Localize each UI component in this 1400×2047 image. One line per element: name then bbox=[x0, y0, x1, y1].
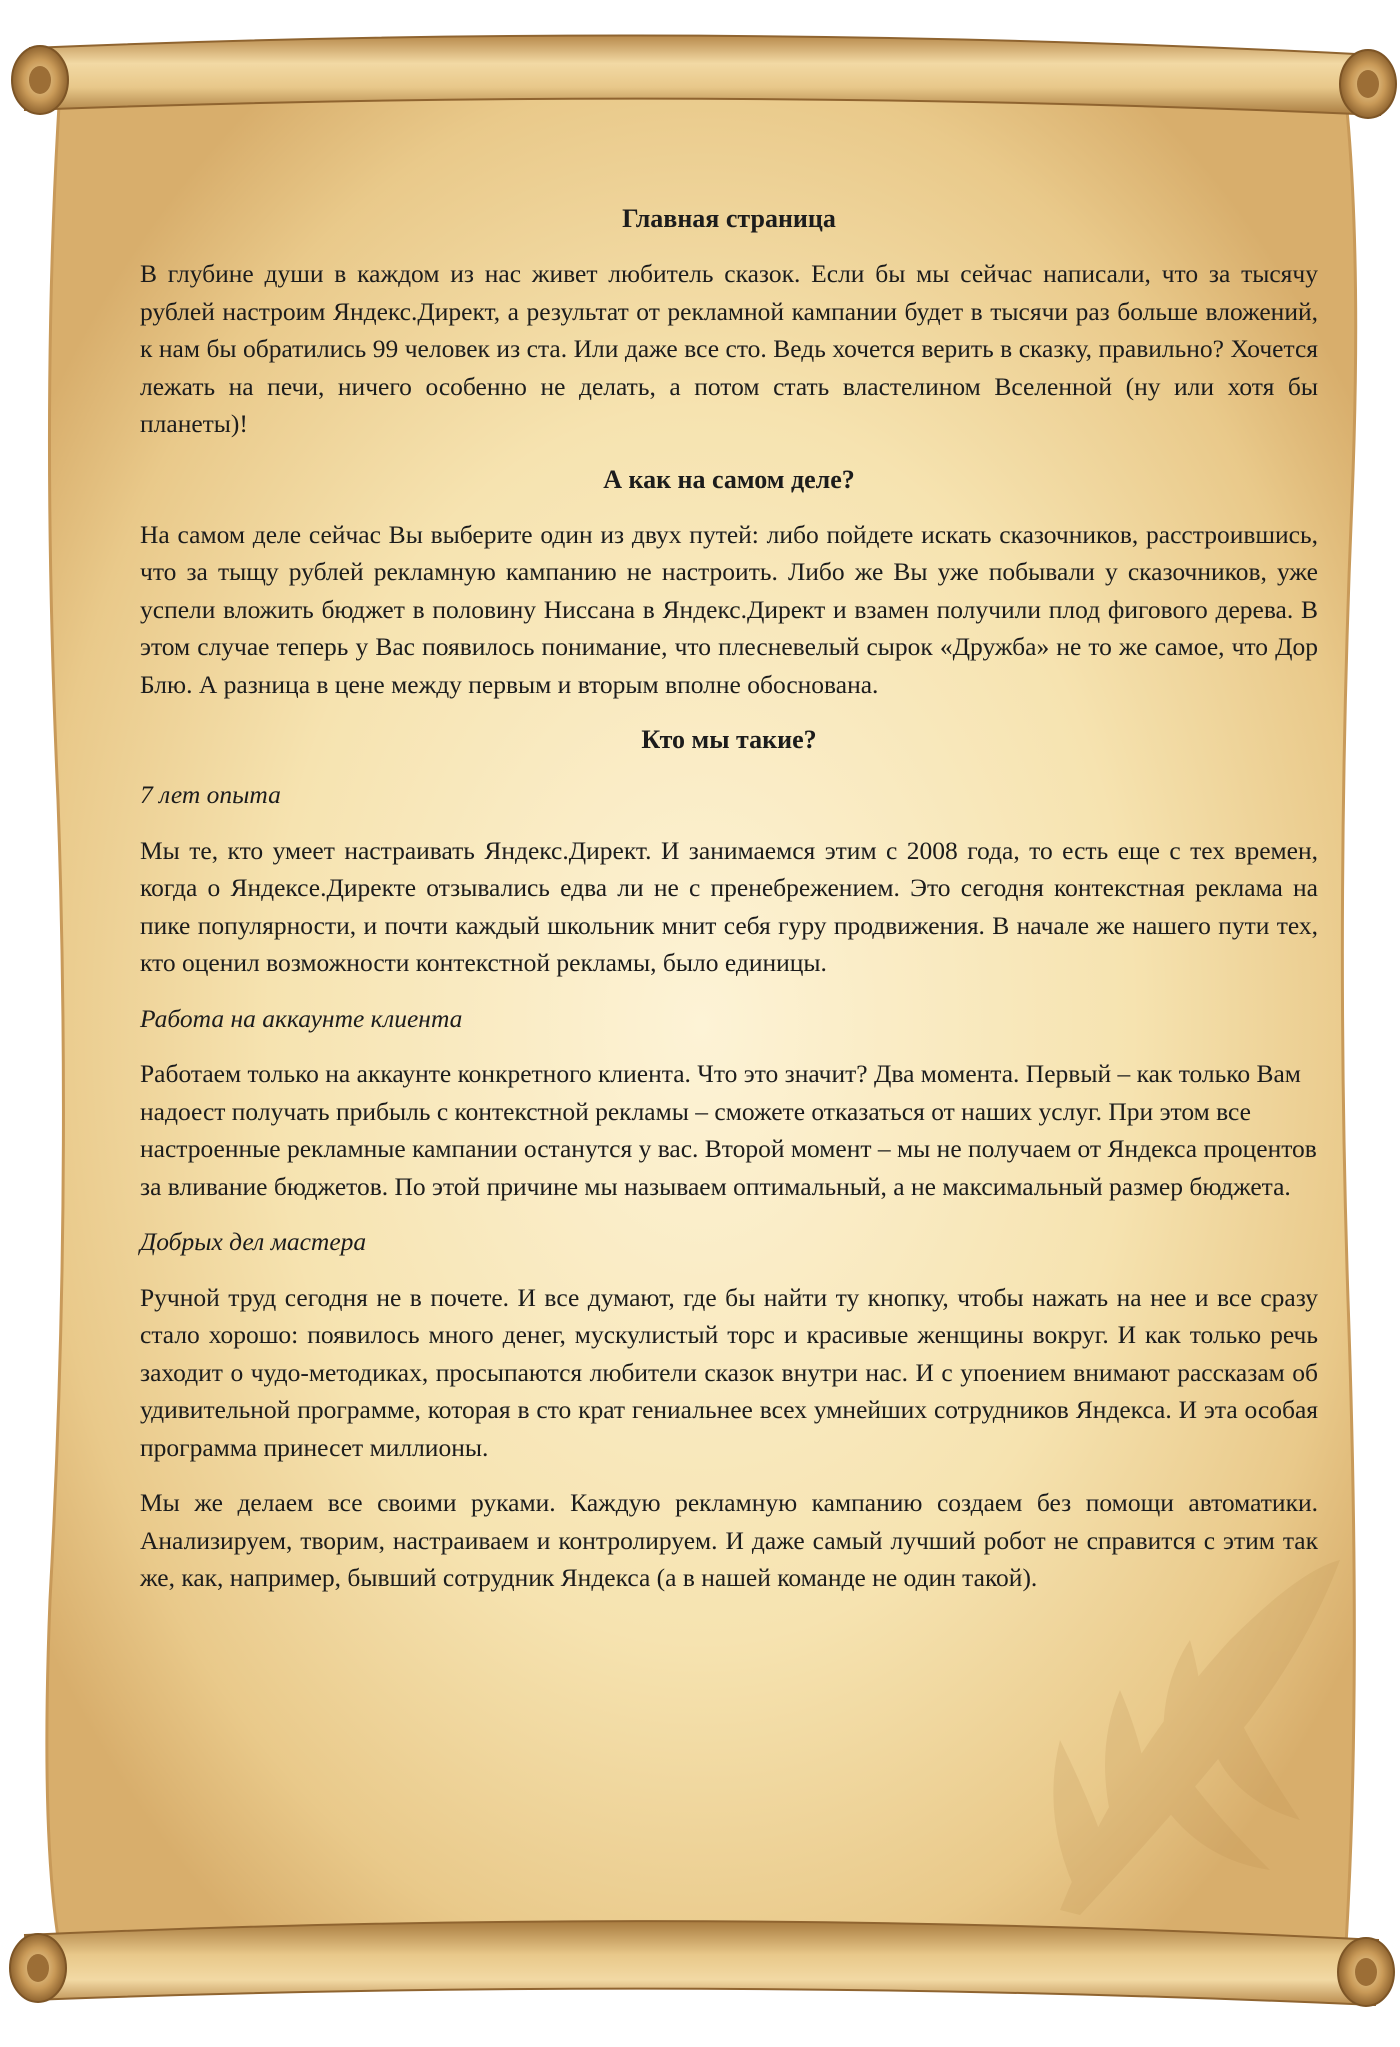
paragraph-masters-2: Мы же делаем все своими руками. Каждую рекламную кампанию создаем без помощи автоматики. Анализируем, творим, настраиваем и контролируем. И даже самый лучший робот не справится с этим так же, как, например, бывший сотрудник Яндекса (а в нашей команде не один такой). bbox=[140, 1488, 1318, 1592]
paragraph-experience: Мы те, кто умеет настраивать Яндекс.Директ. И занимаемся этим с 2008 года, то есть еще с тех времен, когда о Яндексе.Директе отзывались едва ли не с пренебрежением. Это сегодня контекстная реклама на пике популярности, и почти каждый школьник мнит себя гуру продвижения. В начале же нашего пути тех, кто оценил возможности контекстной рекламы, было единицы. bbox=[140, 835, 1318, 977]
heading-reality: А как на самом деле? bbox=[603, 464, 855, 494]
heading-who-we-are: Кто мы такие? bbox=[641, 725, 817, 754]
paragraph-reality: На самом деле сейчас Вы выберите один из двух путей: либо пойдете искать сказочников, расстроившись, что за тыщу рублей рекламную кампанию не настроить. Либо же Вы уже побывали у сказочников, уже успели вложить бюджет в половину Ниссана в Яндекс.Директ и взамен получили плод фигового дерева. В этом случае теперь у Вас появилось понимание, что плесневелый сырок «Дружба» не то же самое, что Дор Блю. А разница в цене между первым и вторым вполне обоснована. bbox=[140, 519, 1318, 699]
paragraph-masters-1: Ручной труд сегодня не в почете. И все думают, где бы найти ту кнопку, чтобы нажать на нее и все сразу стало хорошо: появилось много денег, мускулистый торс и красивые женщины вокруг. И как только речь заходит о чудо-методиках, просыпаются любители сказок внутри нас. И с упоением внимают рассказам об удивительной программе, которая в сто крат гениальнее всех умнейших сотрудников Яндекса. И эта особая программа принесет миллионы. bbox=[140, 1282, 1318, 1462]
heading-main-page: Главная страница bbox=[622, 204, 836, 233]
document-content bbox=[140, 200, 1318, 1615]
paragraph-intro: В глубине души в каждом из нас живет любитель сказок. Если бы мы сейчас написали, что за тысячу рублей настроим Яндекс.Директ, а результат от рекламной кампании будет в тысячи раз больше вложений, к нам бы обратились 99 человек из ста. Или даже все сто. Ведь хочется верить в сказку, правильно? Хочется лежать на печи, ничего особенно не делать, а потом стать властелином Вселенной (ну или хотя бы планеты)! bbox=[140, 259, 1318, 438]
paragraph-client-account: Работаем только на аккаунте конкретного клиента. Что это значит? Два момента. Первый – как только Вам надоест получать прибыль с контекстной рекламы – сможете отказаться от наших услуг. При этом все настроенные рекламные кампании останутся у вас. Второй момент – мы не получаем от Яндекса процентов за вливание бюджетов. По этой причине мы называем оптимальный, а не максимальный размер бюджета. bbox=[140, 1059, 1317, 1201]
subheading-masters: Добрых дел мастера bbox=[140, 1227, 367, 1256]
subheading-experience: 7 лет опыта bbox=[140, 780, 281, 809]
subheading-client-account: Работа на аккаунте клиента bbox=[140, 1003, 463, 1033]
scroll-bottom-roll bbox=[25, 1921, 1378, 2005]
